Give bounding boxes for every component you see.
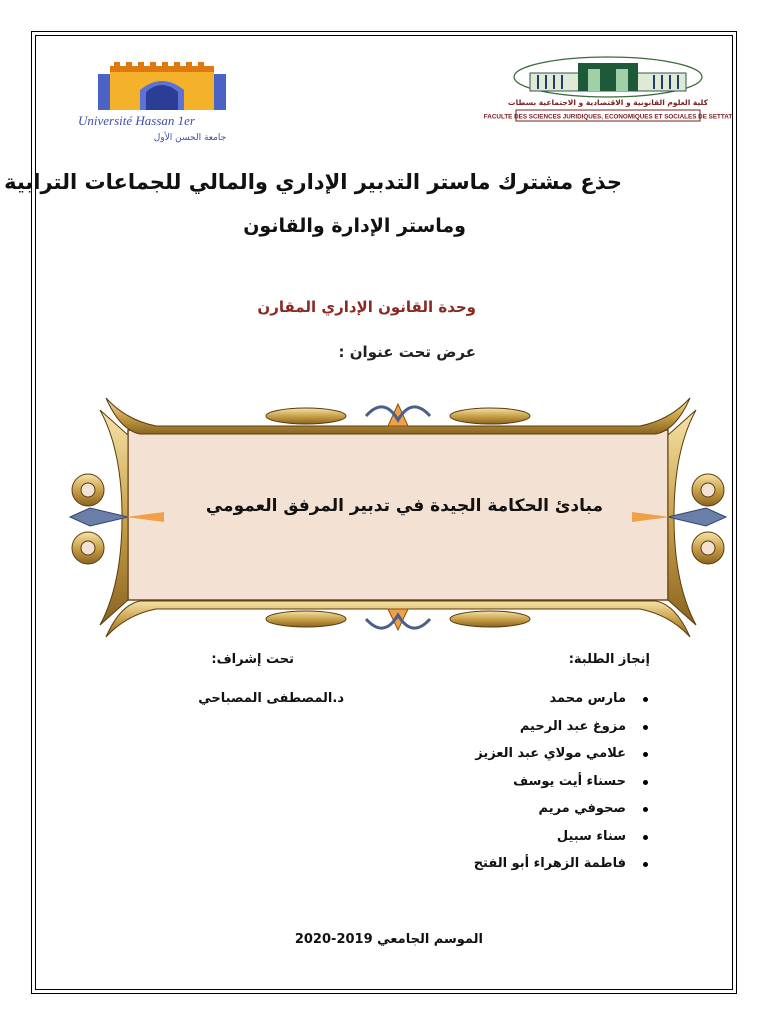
university-hassan-logo <box>70 62 260 144</box>
student-name: سناء سبيل <box>556 828 626 844</box>
students-list <box>474 690 648 883</box>
svg-text:FACULTE DES SCIENCES JURIDIQUE: FACULTE DES SCIENCES JURIDIQUES, ECONOMIQUES ET SOCIALES DE SETTAT <box>483 113 733 121</box>
list-item <box>474 773 648 801</box>
student-name: مزوغ عبد الرحيم <box>519 718 626 734</box>
program-title-line1: جذع مشترك ماستر التدبير الإداري والمالي للجماعات الترابية <box>4 170 622 194</box>
list-item <box>474 828 648 856</box>
bullet-icon <box>643 862 648 867</box>
scroll-ornament-icon <box>66 390 730 645</box>
program-title-line2: وماستر الإدارة والقانون <box>243 215 466 237</box>
bullet-icon <box>643 697 648 702</box>
students-label: إنجاز الطلبة: <box>568 652 650 667</box>
bullet-icon <box>643 835 648 840</box>
student-name: فاطمة الزهراء أبو الفتح <box>473 856 626 871</box>
bullet-icon <box>643 780 648 785</box>
student-name: علامي مولاي عبد العزيز <box>475 746 626 761</box>
decorative-scroll-banner <box>66 390 730 645</box>
academic-season: الموسم الجامعي 2019-2020 <box>294 932 483 947</box>
list-item <box>474 745 648 773</box>
student-name: مارس محمد <box>549 691 626 706</box>
list-item <box>474 855 648 883</box>
svg-text:كلية العلوم القانونية و الاقتص: كلية العلوم القانونية و الاقتصادية و الاجتماعية بسطات <box>508 98 708 107</box>
module-name: وحدة القانون الإداري المقارن <box>257 298 476 316</box>
list-item <box>474 690 648 718</box>
list-item <box>474 718 648 746</box>
presentation-title: مبادئ الحكامة الجيدة في تدبير المرفق العمومي <box>205 496 603 516</box>
faculty-building-icon <box>483 55 733 130</box>
university-gate-icon <box>70 62 260 144</box>
svg-text:جامعة الحسن الأول: جامعة الحسن الأول <box>153 133 227 143</box>
supervisor-name: د.المصطفى المصباحي <box>198 691 344 706</box>
supervision-label: تحت إشراف: <box>211 652 294 667</box>
faculty-logo <box>483 55 733 130</box>
list-item <box>474 800 648 828</box>
bullet-icon <box>643 725 648 730</box>
subject-label: عرض تحت عنوان : <box>338 343 476 361</box>
student-name: صحوفي مريم <box>538 801 626 816</box>
svg-text:Université Hassan 1er: Université Hassan 1er <box>78 113 195 128</box>
bullet-icon <box>643 752 648 757</box>
bullet-icon <box>643 807 648 812</box>
student-name: حسناء أيت يوسف <box>513 773 626 789</box>
